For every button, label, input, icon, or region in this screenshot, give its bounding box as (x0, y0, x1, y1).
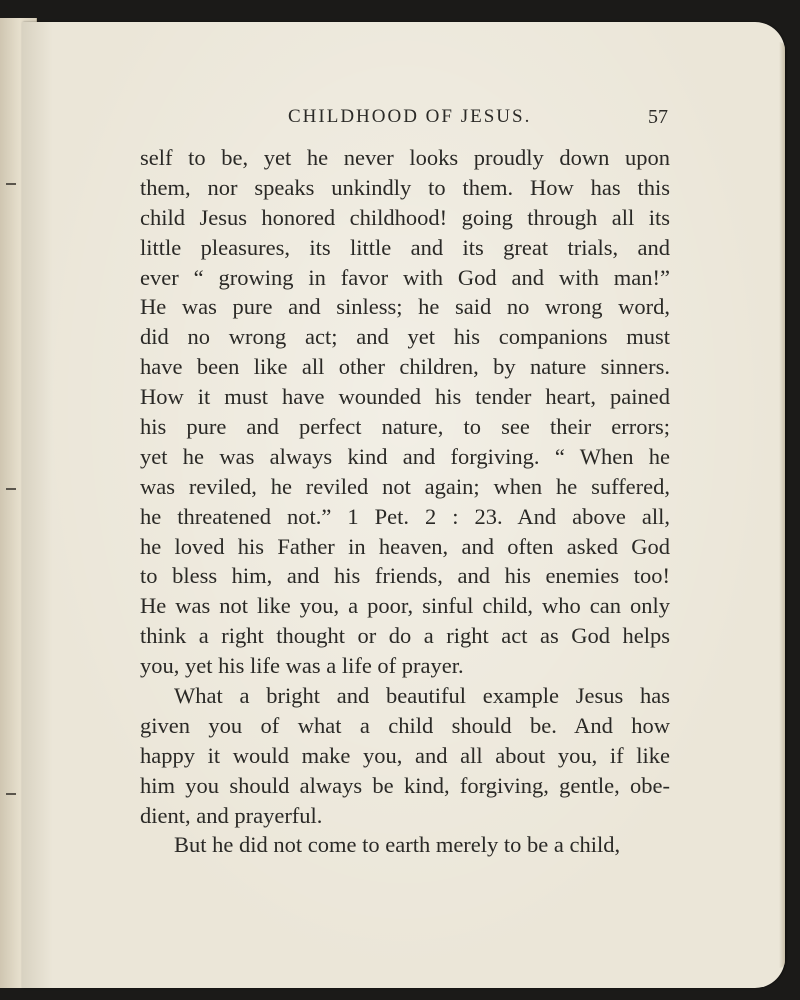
edge-mark (6, 183, 16, 185)
page-number: 57 (648, 106, 668, 128)
text-line: his pure and perfect nature, to see their errors; (140, 414, 670, 440)
text-line: self to be, yet he never looks proudly down upon (140, 145, 670, 170)
text-line: yet he was always kind and forgiving. “ When he (140, 443, 670, 469)
text-line: He was pure and sinless; he said no wrong word, (140, 294, 670, 320)
text-line: him you should always be kind, forgiving, gentle, obe- (140, 772, 670, 798)
running-head: CHILDHOOD OF JESUS. (288, 106, 532, 127)
text-line: How it must have wounded his tender heart, pained (140, 384, 670, 410)
text-line: given you of what a child should be. And how (140, 712, 670, 738)
text-line: to bless him, and his friends, and his enemies too! (140, 563, 670, 589)
edge-mark (6, 488, 16, 490)
text-line: he threatened not.” 1 Pet. 2 : 23. And above all, (140, 503, 670, 529)
text-line: He was not like you, a poor, sinful child, who can only (140, 593, 670, 619)
body-text (140, 143, 670, 860)
text-line: did no wrong act; and yet his companions must (140, 324, 670, 350)
page-header (288, 106, 668, 132)
text-line: But he did not come to earth merely to be a child, (174, 832, 621, 858)
text-line: them, nor speaks unkindly to them. How has this (140, 174, 670, 200)
text-line: little pleasures, its little and its great trials, and (140, 234, 670, 260)
text-line: happy it would make you, and all about you, if like (140, 742, 670, 768)
text-line: have been like all other children, by nature sinners. (140, 354, 670, 380)
text-line: you, yet his life was a life of prayer. (140, 653, 464, 679)
text-line: dient, and prayerful. (140, 802, 323, 828)
edge-mark (6, 793, 16, 795)
text-line: he loved his Father in heaven, and often asked God (140, 533, 670, 559)
text-line: think a right thought or do a right act as God helps (140, 623, 670, 649)
text-line: was reviled, he reviled not again; when he suffered, (140, 473, 670, 499)
text-line: What a bright and beautiful example Jesus has (174, 683, 670, 709)
text-line: child Jesus honored childhood! going through all its (140, 204, 670, 230)
text-line: ever “ growing in favor with God and with man!” (140, 264, 670, 290)
